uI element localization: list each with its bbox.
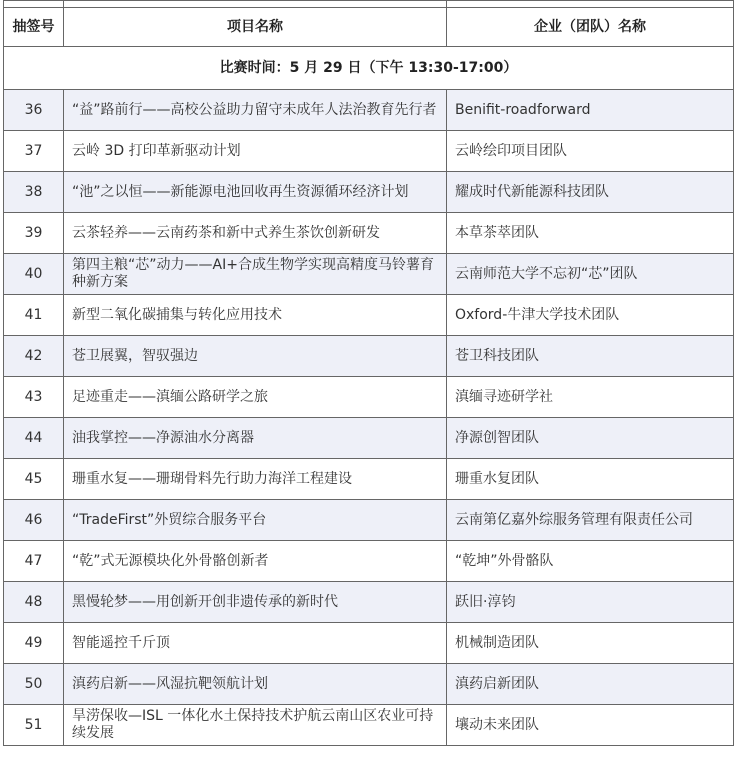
project-name: “益”路前行——高校公益助力留守未成年人法治教育先行者 — [64, 90, 447, 131]
session-row — [4, 47, 734, 90]
table-row — [4, 377, 734, 418]
row-number: 41 — [4, 295, 64, 336]
row-number: 44 — [4, 418, 64, 459]
row-number: 40 — [4, 254, 64, 295]
row-number: 47 — [4, 541, 64, 582]
project-name: 滇药启新——风湿抗靶领航计划 — [64, 664, 447, 705]
project-name: 新型二氧化碳捕集与转化应用技术 — [64, 295, 447, 336]
team-name: 本草茶萃团队 — [447, 213, 734, 254]
table-row — [4, 254, 734, 295]
team-name: 滇缅寻迹研学社 — [447, 377, 734, 418]
row-number: 39 — [4, 213, 64, 254]
table-row — [4, 459, 734, 500]
team-name: 净源创智团队 — [447, 418, 734, 459]
row-number: 36 — [4, 90, 64, 131]
table-row — [4, 418, 734, 459]
project-name: 智能遥控千斤顶 — [64, 623, 447, 664]
row-number: 43 — [4, 377, 64, 418]
team-name: “乾坤”外骨骼队 — [447, 541, 734, 582]
team-name: 珊重水复团队 — [447, 459, 734, 500]
header-project: 项目名称 — [64, 8, 447, 47]
project-name: 油我掌控——净源油水分离器 — [64, 418, 447, 459]
team-name: 滇药启新团队 — [447, 664, 734, 705]
row-number: 48 — [4, 582, 64, 623]
project-name: 足迹重走——滇缅公路研学之旅 — [64, 377, 447, 418]
table-row — [4, 172, 734, 213]
table-row — [4, 705, 734, 746]
table-top-edge — [4, 1, 734, 8]
row-number: 49 — [4, 623, 64, 664]
table-row — [4, 541, 734, 582]
table-row — [4, 623, 734, 664]
row-number: 50 — [4, 664, 64, 705]
team-name: 跃旧·淳钧 — [447, 582, 734, 623]
session-time: 比赛时间：5 月 29 日（下午 13:30-17:00） — [4, 47, 734, 90]
table-header — [4, 8, 734, 47]
table-row — [4, 336, 734, 377]
table-row — [4, 582, 734, 623]
row-number: 38 — [4, 172, 64, 213]
header-number: 抽签号 — [4, 8, 64, 47]
team-name: Oxford-牛津大学技术团队 — [447, 295, 734, 336]
table-body — [4, 90, 734, 746]
project-name: 黑慢轮梦——用创新开创非遗传承的新时代 — [64, 582, 447, 623]
project-name: 珊重水复——珊瑚骨料先行助力海洋工程建设 — [64, 459, 447, 500]
team-name: 云南师范大学不忘初“芯”团队 — [447, 254, 734, 295]
team-name: 云岭绘印项目团队 — [447, 131, 734, 172]
table-row — [4, 90, 734, 131]
team-name: Benifit-roadforward — [447, 90, 734, 131]
table-row — [4, 664, 734, 705]
row-number: 37 — [4, 131, 64, 172]
team-name: 苍卫科技团队 — [447, 336, 734, 377]
project-name: 云岭 3D 打印革新驱动计划 — [64, 131, 447, 172]
table-row — [4, 213, 734, 254]
row-number: 42 — [4, 336, 64, 377]
schedule-table — [3, 0, 734, 746]
project-name: “乾”式无源模块化外骨骼创新者 — [64, 541, 447, 582]
project-name: 旱涝保收—ISL 一体化水土保持技术护航云南山区农业可持续发展 — [64, 705, 447, 746]
project-name: 第四主粮“芯”动力——AI+合成生物学实现高精度马铃薯育种新方案 — [64, 254, 447, 295]
team-name: 云南第亿嘉外综服务管理有限责任公司 — [447, 500, 734, 541]
project-name: “池”之以恒——新能源电池回收再生资源循环经济计划 — [64, 172, 447, 213]
table-row — [4, 131, 734, 172]
project-name: 苍卫展翼，智驭强边 — [64, 336, 447, 377]
row-number: 46 — [4, 500, 64, 541]
table-row — [4, 295, 734, 336]
project-name: 云茶轻养——云南药茶和新中式养生茶饮创新研发 — [64, 213, 447, 254]
header-team: 企业（团队）名称 — [447, 8, 734, 47]
table-row — [4, 500, 734, 541]
team-name: 机械制造团队 — [447, 623, 734, 664]
project-name: “TradeFirst”外贸综合服务平台 — [64, 500, 447, 541]
row-number: 45 — [4, 459, 64, 500]
row-number: 51 — [4, 705, 64, 746]
team-name: 壤动未来团队 — [447, 705, 734, 746]
team-name: 耀成时代新能源科技团队 — [447, 172, 734, 213]
